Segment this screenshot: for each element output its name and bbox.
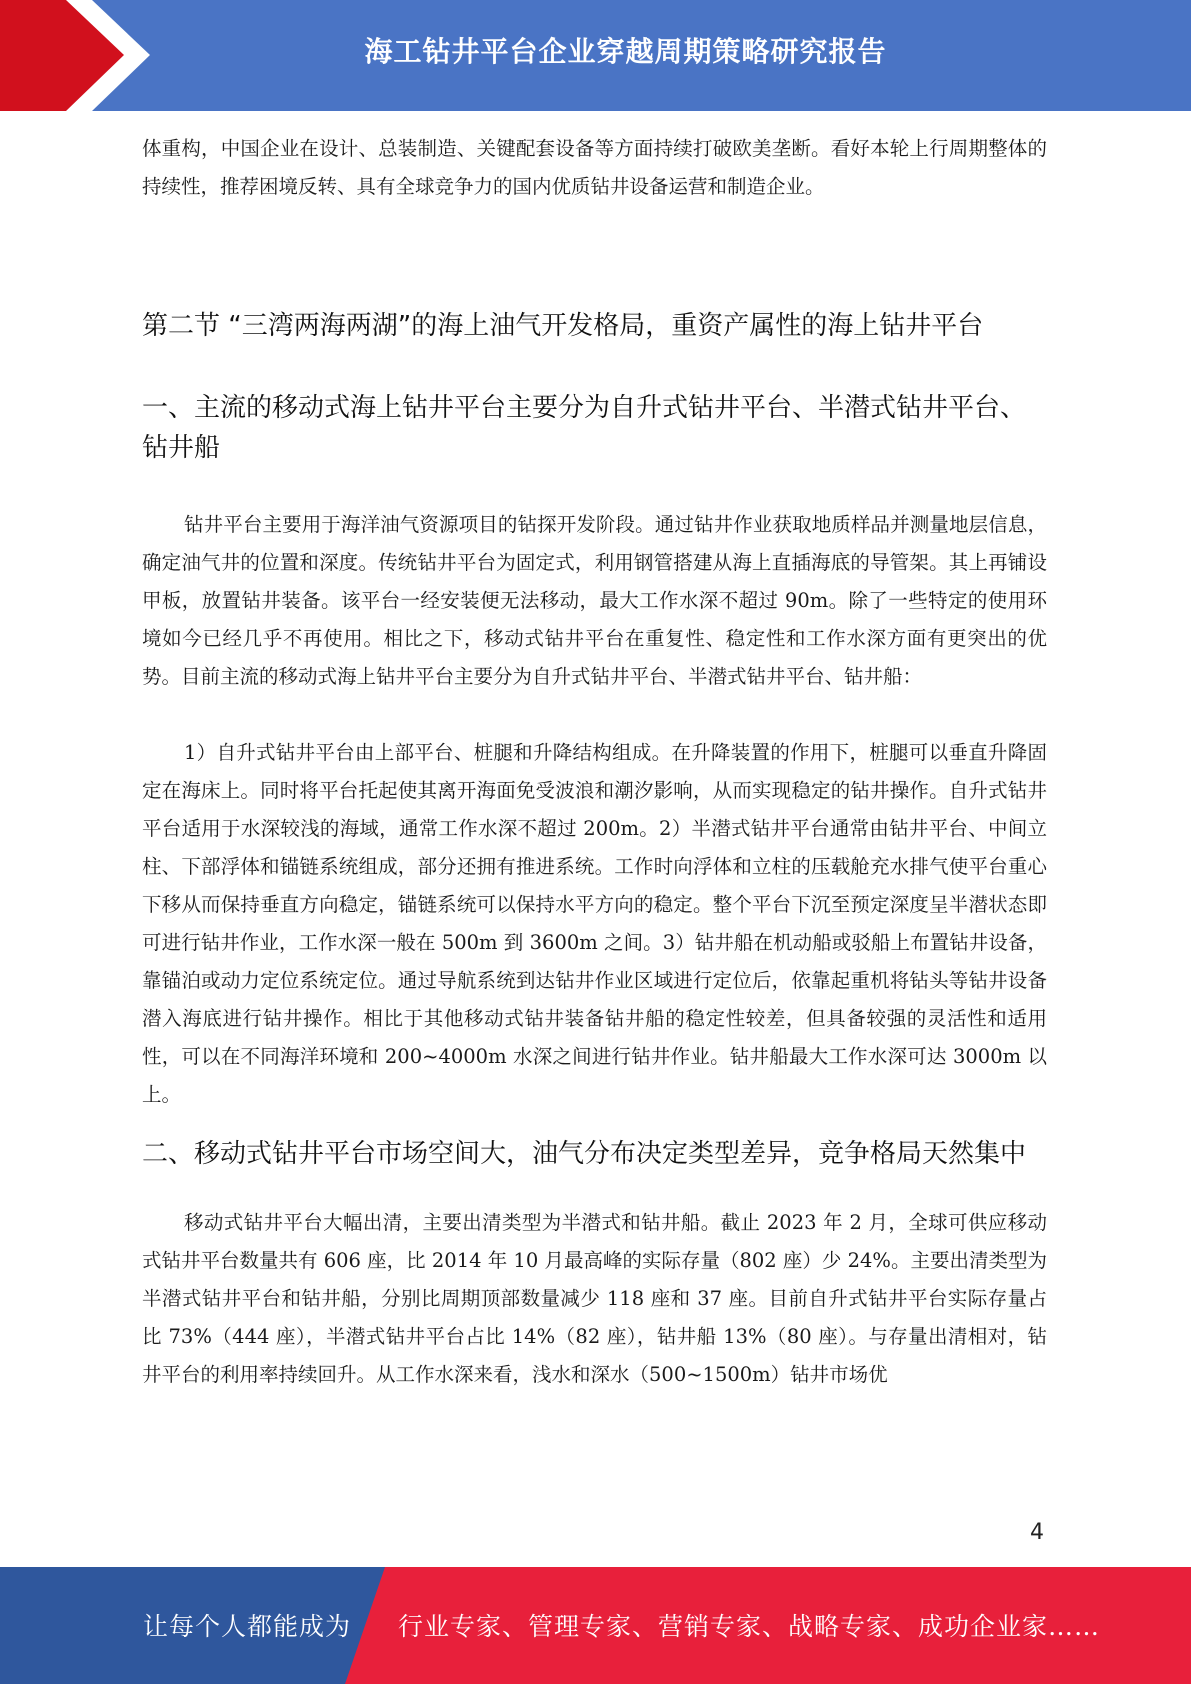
paragraph-2: 1）自升式钻井平台由上部平台、桩腿和升降结构组成。在升降装置的作用下，桩腿可以垂直升降固定在海床上。同时将平台托起使其离开海面免受波浪和潮汐影响，从而实现稳定的钻井操作。自升式钻井平台适用于水深较浅的海域，通常工作水深不超过 200m。2）半潜式钻井平台通常由钻井平台、中间立柱、下部浮体和锚链系统组成，部分还拥有推进系统。工作时向浮体和立柱的压载舱充水排气使平台重心下移从而保持垂直方向稳定，锚链系统可以保持水平方向的稳定。整个平台下沉至预定深度呈半潜状态即可进行钻井作业，工作水深一般在 500m 到 3600m 之间。3）钻井船在机动船或驳船上布置钻井设备，靠锚泊或动力定位系统定位。通过导航系统到达钻井作业区域进行定位后，依靠起重机将钻头等钻井设备潜入海底进行钻井操作。相比于其他移动式钻井装备钻井船的稳定性较差，但具备较强的灵活性和适用性，可以在不同海洋环境和 200~4000m 水深之间进行钻井作业。钻井船最大工作水深可达 3000m 以上。 [142, 741, 1047, 1106]
section-heading: 第二节 “三湾两海两湖”的海上油气开发格局，重资产属性的海上钻井平台 [142, 311, 984, 341]
subsection-heading-1: 一、主流的移动式海上钻井平台主要分为自升式钻井平台、半潜式钻井平台、钻井船 [142, 393, 1027, 463]
subsection-heading-2: 二、移动式钻井平台市场空间大，油气分布决定类型差异，竞争格局天然集中 [142, 1139, 1027, 1169]
intro-paragraph: 体重构，中国企业在设计、总装制造、关键配套设备等方面持续打破欧美垄断。看好本轮上行周期整体的持续性，推荐困境反转、具有全球竞争力的国内优质钻井设备运营和制造企业。 [142, 137, 1047, 198]
footer-slogan-left: 让每个人都能成为 [143, 1612, 352, 1641]
paragraph-3: 移动式钻井平台大幅出清，主要出清类型为半潜式和钻井船。截止 2023 年 2 月，全球可供应移动式钻井平台数量共有 606 座，比 2014 年 10 月最高峰的实际存量（802 座）少 24%。主要出清类型为半潜式钻井平台和钻井船，分别比周期顶部数量减少 118 座和 37 座。目前自升式钻井平台实际存量占比 73%（444 座），半潜式钻井平台占比 14%（82 座），钻井船 13%（80 座）。与存量出清相对，钻井平台的利用率持续回升。从工作水深来看，浅水和深水（500~1500m）钻井市场优 [142, 1211, 1047, 1386]
page-header [0, 0, 1191, 111]
document-body [142, 130, 1047, 1394]
footer-slogan-right: 行业专家、管理专家、营销专家、战略专家、成功企业家…… [398, 1612, 1101, 1641]
page-footer [0, 1567, 1191, 1684]
paragraph-1: 钻井平台主要用于海洋油气资源项目的钻探开发阶段。通过钻井作业获取地质样品并测量地层信息，确定油气井的位置和深度。传统钻井平台为固定式，利用钢管搭建从海上直插海底的导管架。其上再铺设甲板，放置钻井装备。该平台一经安装便无法移动，最大工作水深不超过 90m。除了一些特定的使用环境如今已经几乎不再使用。相比之下，移动式钻井平台在重复性、稳定性和工作水深方面有更突出的优势。目前主流的移动式海上钻井平台主要分为自升式钻井平台、半潜式钻井平台、钻井船： [142, 513, 1047, 688]
page-number: 4 [1030, 1520, 1044, 1545]
report-title: 海工钻井平台企业穿越周期策略研究报告 [364, 35, 887, 68]
